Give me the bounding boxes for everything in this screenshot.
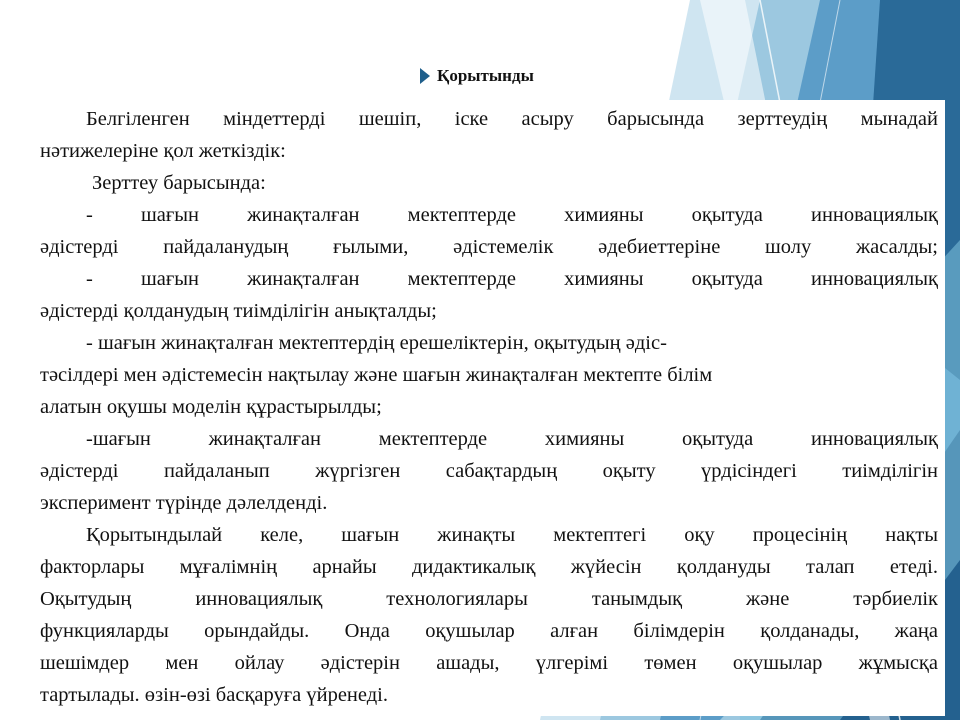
text-line: Зерттеу барысында: bbox=[92, 172, 266, 194]
text-line: -шағын жинақталған мектептерде химияны оқытуда инновациялық bbox=[86, 428, 938, 450]
text-line: Оқытудың инновациялық технологиялары танымдық және тәрбиелік bbox=[40, 588, 938, 610]
text-line: - шағын жинақталған мектептердің ерешеліктерін, оқытудың әдіс- bbox=[86, 332, 667, 354]
slide-title: Қорытынды bbox=[437, 66, 534, 85]
text-line: әдістерді қолданудың тиімділігін анықталды; bbox=[40, 300, 437, 322]
text-line: алатын оқушы моделін құрастырылды; bbox=[40, 396, 382, 418]
text-line: факторлары мұғалімнің арнайы дидактикалық жүйесін қолдануды талап етеді. bbox=[40, 556, 938, 578]
text-line: - шағын жинақталған мектептерде химияны оқытуда инновациялық bbox=[86, 268, 938, 290]
text-line: әдістерді пайдаланудың ғылыми, әдістемелік әдебиеттеріне шолу жасалды; bbox=[40, 236, 938, 258]
text-line: Қорытындылай келе, шағын жинақты мектептегі оқу процесінің нақты bbox=[86, 524, 938, 546]
text-line: функцияларды орындайды. Онда оқушылар алған білімдерін қолданады, жаңа bbox=[40, 620, 938, 642]
text-line: эксперимент түрінде дәлелденді. bbox=[40, 492, 328, 514]
text-line: - шағын жинақталған мектептерде химияны оқытуда инновациялық bbox=[86, 204, 938, 226]
text-line: нәтижелеріне қол жеткіздік: bbox=[40, 140, 286, 162]
text-line: Белгіленген міндеттерді шешіп, іске асыру барысында зерттеудің мынадай bbox=[86, 108, 938, 130]
text-line: тәсілдері мен әдістемесін нақтылау және шағын жинақталған мектепте білім bbox=[40, 364, 713, 386]
text-line: әдістерді пайдаланып жүргізген сабақтардың оқыту үрдісіндегі тиімділігін bbox=[40, 460, 938, 482]
text-line: шешімдер мен ойлау әдістерін ашады, үлгерімі төмен оқушылар жұмысқа bbox=[40, 652, 938, 674]
text-line: тартылады. өзін-өзі басқаруға үйренеді. bbox=[40, 684, 388, 706]
